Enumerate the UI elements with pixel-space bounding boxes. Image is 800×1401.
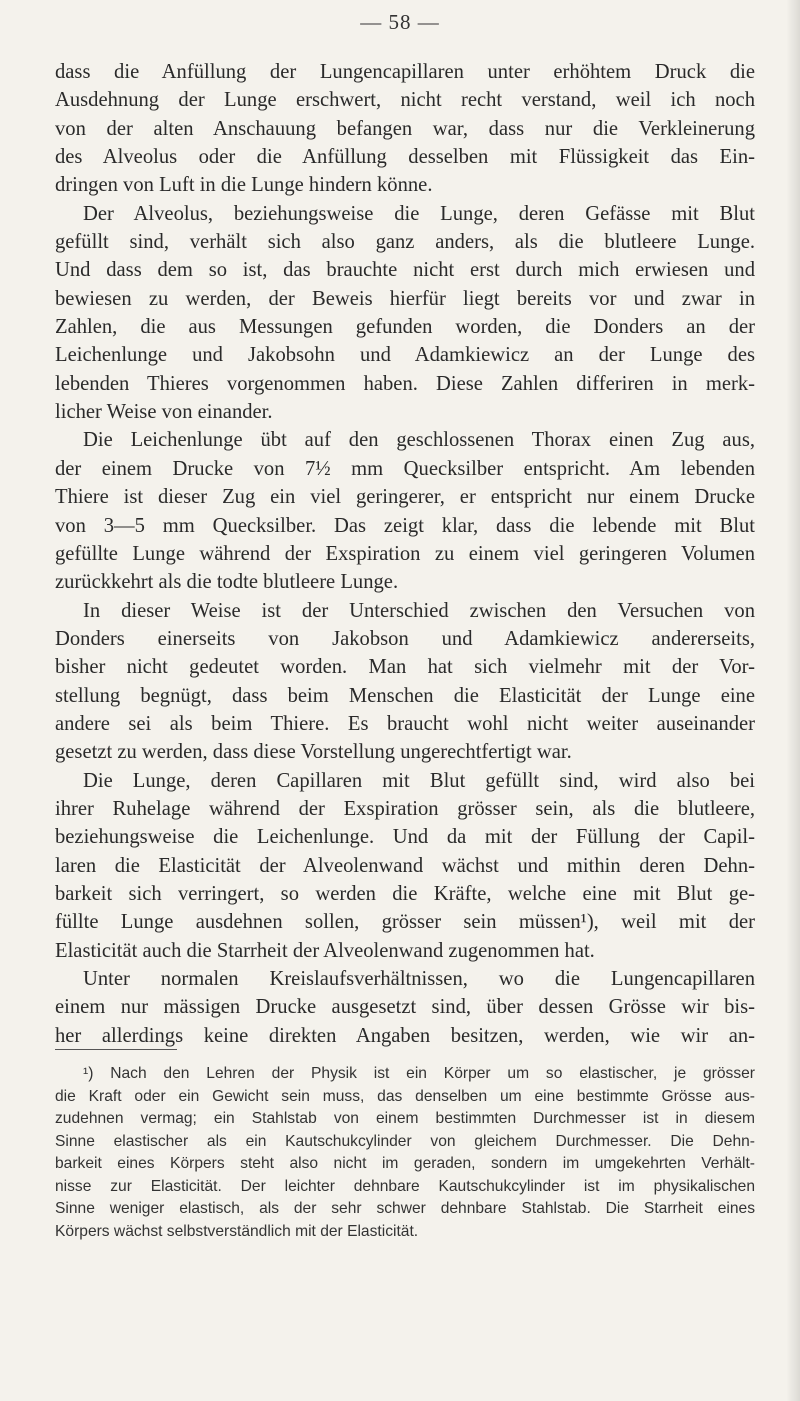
text-line: stellung begnügt, dass beim Menschen die Elasticität der Lunge eine — [55, 684, 755, 707]
text-line: von der alten Anschauung befangen war, dass nur die Verkleinerung — [55, 117, 755, 140]
page-number: — 58 — — [360, 10, 440, 34]
footnote-line: zudehnen vermag; ein Stahlstab von einem bestimmten Durchmesser ist in diesem — [55, 1110, 755, 1127]
text-line: Elasticität auch die Starrheit der Alveolenwand zugenommen hat. — [55, 939, 595, 962]
text-line: gefüllt sind, verhält sich also ganz anders, als die blutleere Lunge. — [55, 231, 755, 254]
text-line: der einem Drucke von 7½ mm Quecksilber entspricht. Am lebenden — [55, 457, 755, 480]
text-line: lebenden Thieres vorgenommen haben. Diese Zahlen differiren in merk- — [55, 372, 755, 395]
paragraph — [55, 58, 755, 200]
text-line: her allerdings keine direkten Angaben besitzen, werden, wie wir an- — [55, 1024, 755, 1047]
paragraph — [55, 597, 755, 767]
paragraph — [55, 200, 755, 427]
paragraph — [55, 767, 755, 965]
text-line: dringen von Luft in die Lunge hindern könne. — [55, 174, 433, 197]
footnote-line: Sinne elastischer als ein Kautschukcylinder von gleichem Durchmesser. Die Dehn- — [55, 1132, 755, 1150]
paragraph — [55, 965, 755, 1050]
text-line: gesetzt zu werden, dass diese Vorstellung ungerechtfertigt war. — [55, 741, 572, 764]
footnote-line: barkeit eines Körpers steht also nicht im geraden, sondern im umgekehrten Verhält- — [55, 1155, 755, 1172]
text-line: füllte Lunge ausdehnen sollen, grösser sein müssen¹), weil mit der — [55, 911, 755, 934]
text-line: gefüllte Lunge während der Exspiration zu einem viel geringeren Volumen — [55, 542, 755, 565]
text-line: licher Weise von einander. — [55, 401, 273, 424]
text-line: In dieser Weise ist der Unterschied zwischen den Versuchen von — [83, 599, 755, 622]
footnote-line: ¹) Nach den Lehren der Physik ist ein Körper um so elastischer, je grösser — [83, 1065, 755, 1082]
text-line: Ausdehnung der Lunge erschwert, nicht recht verstand, weil ich noch — [55, 89, 755, 112]
text-line: zurückkehrt als die todte blutleere Lunge. — [55, 571, 399, 594]
text-line: einem nur mässigen Drucke ausgesetzt sind, über dessen Grösse wir bis- — [55, 996, 755, 1019]
text-line: Thiere ist dieser Zug ein viel geringerer, er entspricht nur einem Drucke — [55, 486, 755, 509]
text-line: Unter normalen Kreislaufsverhältnissen, wo die Lungencapillaren — [83, 968, 755, 990]
text-line: laren die Elasticität der Alveolenwand wächst und mithin deren Dehn- — [55, 854, 755, 877]
text-line: Der Alveolus, beziehungsweise die Lunge, deren Gefässe mit Blut — [83, 202, 755, 225]
footnote — [55, 1063, 755, 1243]
footnote-divider — [55, 1049, 177, 1050]
text-line: ihrer Ruhelage während der Exspiration grösser sein, als die blutleere, — [55, 797, 755, 820]
text-line: Zahlen, die aus Messungen gefunden worden, die Donders an der — [55, 316, 755, 339]
text-line: Die Lunge, deren Capillaren mit Blut gefüllt sind, wird also bei — [83, 769, 755, 792]
footnote-line: die Kraft oder ein Gewicht sein muss, das denselben um eine bestimmte Grösse aus- — [55, 1087, 755, 1105]
text-line: barkeit sich verringert, so werden die Kräfte, welche eine mit Blut ge- — [55, 882, 755, 905]
text-line: Donders einerseits von Jakobson und Adamkiewicz andererseits, — [55, 627, 755, 650]
text-line: andere sei als beim Thiere. Es braucht wohl nicht weiter auseinander — [55, 712, 755, 735]
paragraph — [55, 426, 755, 596]
text-line: Die Leichenlunge übt auf den geschlossenen Thorax einen Zug aus, — [83, 429, 755, 452]
text-line: beziehungsweise die Leichenlunge. Und da mit der Füllung der Capil- — [55, 826, 755, 849]
text-line: dass die Anfüllung der Lungencapillaren unter erhöhtem Druck die — [55, 61, 755, 83]
text-line: von 3—5 mm Quecksilber. Das zeigt klar, dass die lebende mit Blut — [55, 514, 755, 537]
text-line: bisher nicht gedeutet worden. Man hat sich vielmehr mit der Vor- — [55, 656, 755, 679]
footnote-line: Körpers wächst selbstverständlich mit der Elasticität. — [55, 1222, 419, 1240]
text-line: Und dass dem so ist, das brauchte nicht erst durch mich erwiesen und — [55, 259, 755, 282]
text-line: des Alveolus oder die Anfüllung desselben mit Flüssigkeit das Ein- — [55, 146, 755, 169]
text-line: bewiesen zu werden, der Beweis hierfür liegt bereits vor und zwar in — [55, 287, 755, 310]
body-text — [55, 58, 755, 1050]
page-edge-shadow — [786, 0, 800, 1401]
footnote-line: Sinne weniger elastisch, als der sehr schwer dehnbare Stahlstab. Die Starrheit eines — [55, 1200, 755, 1217]
footnote-line: nisse zur Elasticität. Der leichter dehnbare Kautschukcylinder ist im physikalischen — [55, 1177, 755, 1195]
text-line: Leichenlunge und Jakobsohn und Adamkiewicz an der Lunge des — [55, 344, 755, 367]
